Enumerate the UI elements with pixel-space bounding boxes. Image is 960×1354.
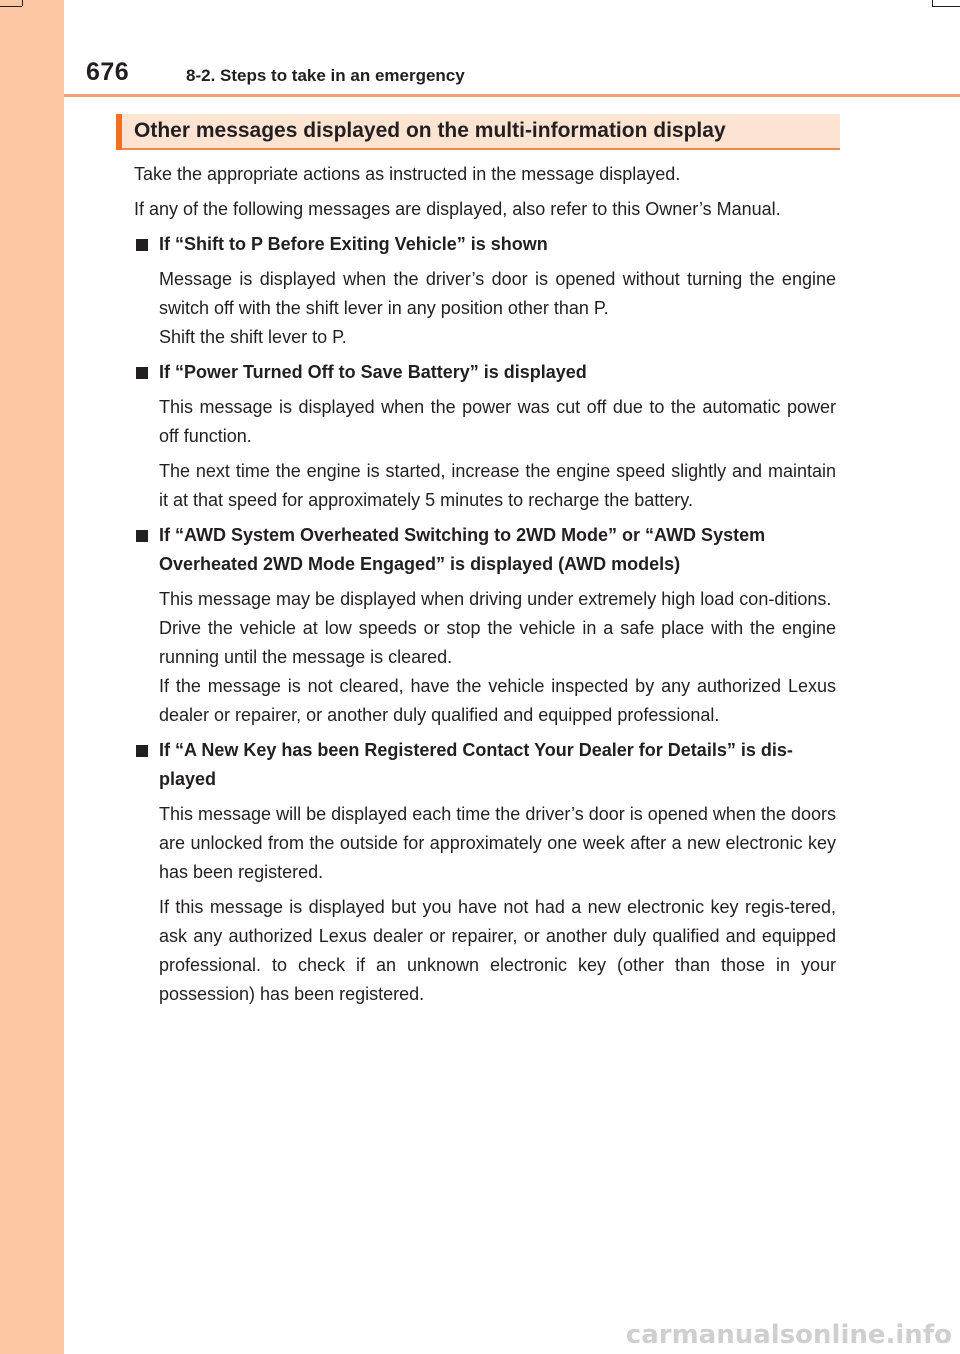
crop-mark-top-right-vertical xyxy=(932,0,933,6)
page-header xyxy=(86,58,946,92)
crop-mark-top-left xyxy=(0,6,22,7)
item-body xyxy=(134,393,836,451)
item-body xyxy=(134,265,836,352)
item-heading-text: If “AWD System Overheated Switching to 2WD Mode” or “AWD System Overheated 2WD Mode Engaged” is displayed (AWD models) xyxy=(159,525,766,574)
header-divider xyxy=(64,94,960,97)
item-paragraph: The next time the engine is started, increase the engine speed slightly and maintain it at that speed for approximately 5 minutes to recharge the battery. xyxy=(159,461,836,510)
intro-text: If any of the following messages are displayed, also refer to this Owner’s Manual. xyxy=(134,199,781,219)
item-heading-text: If “Shift to P Before Exiting Vehicle” is shown xyxy=(159,234,548,254)
side-tab-strip xyxy=(0,0,64,1354)
section-heading-bar xyxy=(116,114,840,150)
item-paragraph: If the message is not cleared, have the vehicle inspected by any authorized Lexus dealer or repairer, or another duly qualified and equipped professional. xyxy=(159,676,836,725)
item-paragraph: This message may be displayed when driving under extremely high load con-ditions. xyxy=(159,589,832,609)
square-bullet-icon xyxy=(136,239,148,251)
item-heading xyxy=(134,358,836,387)
item-heading xyxy=(134,736,836,794)
item-paragraph: This message will be displayed each time the driver’s door is opened when the doors are unlocked from the outside for approximately one week after a new electronic key has been registered. xyxy=(159,804,836,882)
item-paragraph: Message is displayed when the driver’s door is opened without turning the engine switch off with the shift lever in any position other than P. xyxy=(159,269,836,318)
page-content xyxy=(134,160,836,1015)
item-paragraph: If this message is displayed but you have not had a new electronic key regis-tered, ask any authorized Lexus dealer or repairer, or another duly qualified and equipped professional. to check if an unknown electronic key (other than those in your possession) has been registered. xyxy=(159,897,836,1004)
section-title: Other messages displayed on the multi-information display xyxy=(134,119,726,142)
item-heading-text: If “Power Turned Off to Save Battery” is displayed xyxy=(159,362,587,382)
item-body xyxy=(134,457,836,515)
intro-text: Take the appropriate actions as instructed in the message displayed. xyxy=(134,164,681,184)
item-heading-text: If “A New Key has been Registered Contact Your Dealer for Details” is dis-played xyxy=(159,740,793,789)
item-heading xyxy=(134,521,836,579)
watermark: carmanualsonline.info xyxy=(625,1320,952,1350)
item-paragraph: Drive the vehicle at low speeds or stop the vehicle in a safe place with the engine running until the message is cleared. xyxy=(159,618,836,667)
chapter-title: 8-2. Steps to take in an emergency xyxy=(186,66,465,85)
crop-mark-top-right xyxy=(932,6,960,7)
item-body xyxy=(134,585,836,730)
item-body xyxy=(134,800,836,887)
item-paragraph: This message is displayed when the power was cut off due to the automatic power off function. xyxy=(159,397,836,446)
item-paragraph: Shift the shift lever to P. xyxy=(159,327,347,347)
square-bullet-icon xyxy=(136,367,148,379)
item-body xyxy=(134,893,836,1009)
square-bullet-icon xyxy=(136,530,148,542)
item-heading xyxy=(134,230,836,259)
page-number: 676 xyxy=(86,58,130,86)
square-bullet-icon xyxy=(136,745,148,757)
crop-mark-top-left-vertical xyxy=(22,0,23,6)
